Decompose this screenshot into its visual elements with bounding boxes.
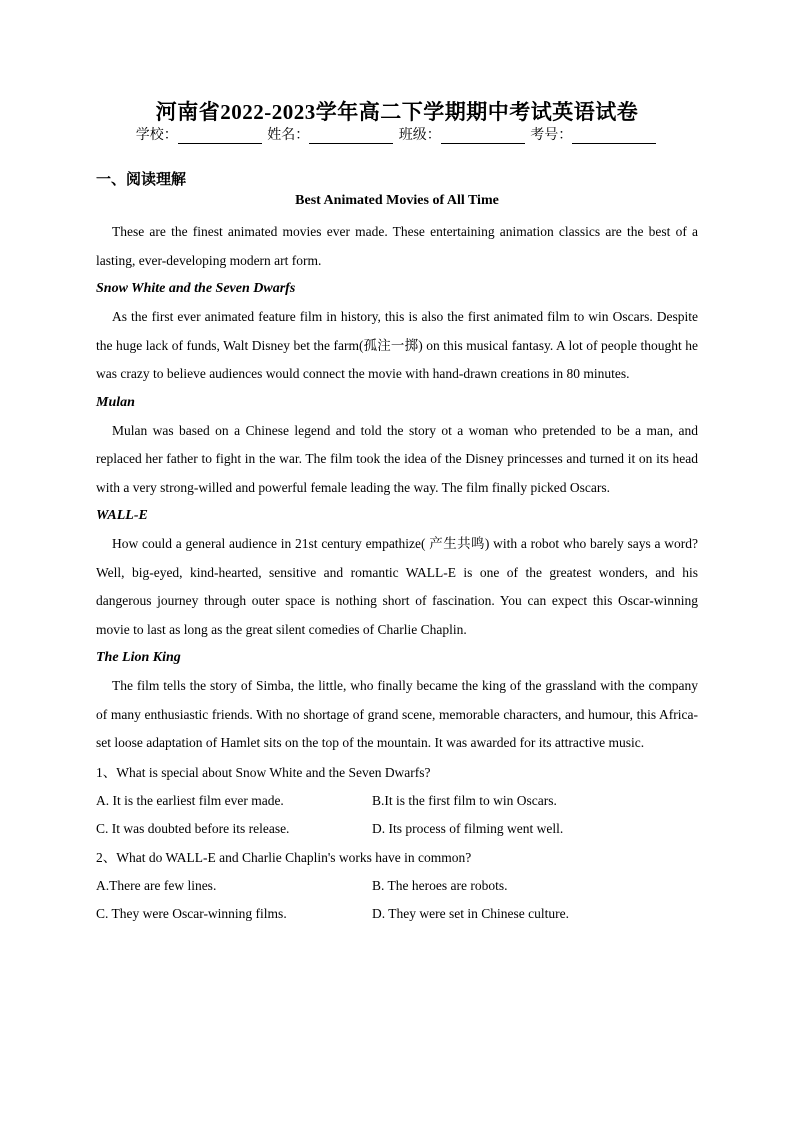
option-b[interactable]: B. The heroes are robots. — [372, 877, 508, 893]
movie-heading: WALL-E — [96, 508, 148, 523]
option-a[interactable]: A. It is the earliest film ever made. — [96, 792, 284, 808]
question-options-row — [96, 815, 698, 843]
question-stem: 1、What is special about Snow White and the Seven Dwarfs? — [96, 764, 431, 780]
school-blank[interactable] — [178, 129, 262, 144]
option-d[interactable]: D. Its process of filming went well. — [372, 820, 564, 836]
page-title: 河南省2022-2023学年高二下学期期中考试英语试卷 — [155, 100, 639, 124]
name-blank[interactable] — [309, 129, 393, 144]
passage-title: Best Animated Movies of All Time — [295, 193, 499, 208]
movie-heading: The Lion King — [96, 650, 181, 665]
movie-paragraph: Mulan was based on a Chinese legend and told the story ot a woman who pretended to be a man, and replaced her father to fight in the war. The film took the idea of the Disney princesses and turned it on its head with a very strong-willed and powerful female leading the way. The film finally picked Oscars. — [96, 422, 698, 495]
option-c[interactable]: C. It was doubted before its release. — [96, 820, 290, 836]
class-label: 班级： — [398, 128, 441, 143]
option-c[interactable]: C. They were Oscar-winning films. — [96, 905, 287, 921]
passage-intro: These are the finest animated movies ever made. These entertaining animation classics are the best of a lasting, ever-developing modern art form. — [96, 224, 698, 268]
question-options-row — [96, 900, 698, 928]
option-d[interactable]: D. They were set in Chinese culture. — [372, 905, 569, 921]
section-heading: 一、阅读理解 — [96, 172, 187, 188]
exam-number-blank[interactable] — [572, 129, 656, 144]
question-stem: 2、What do WALL-E and Charlie Chaplin's works have in common? — [96, 849, 472, 865]
movie-heading: Mulan — [96, 394, 135, 410]
school-label: 学校： — [135, 128, 178, 143]
reading-content — [96, 190, 698, 928]
class-blank[interactable] — [441, 129, 525, 144]
movie-heading: Snow White and the Seven Dwarfs — [96, 281, 296, 296]
name-label: 姓名： — [267, 128, 310, 143]
movie-paragraph: As the first ever animated feature film in history, this is also the first animated film to win Oscars. Despite the huge lack of funds, Walt Disney bet the farm(孤注一掷) on this musical fantasy. A lot of people thought he was crazy to believe audiences would connect the movie with hand-drawn creations in 80 minutes. — [96, 309, 698, 381]
question-options-row — [96, 787, 698, 815]
exam-number-label: 考号： — [530, 128, 573, 143]
movie-paragraph: The film tells the story of Simba, the little, who finally became the king of the grassland with the company of many enthusiastic friends. With no shortage of grand scene, memorable characters, and humour, this Africa-set loose adaptation of Hamlet sits on the top of the mountain. It was awarded for its attractive music. — [96, 678, 698, 750]
movie-paragraph: How could a general audience in 21st century empathize( 产生共鸣) with a robot who barely says a word? Well, big-eyed, kind-hearted, sensitive and romantic WALL-E is one of the greatest wonders, and his dangerous journey through outer space is nothing short of fascination. You can expect this Oscar-winning movie to last as long as the great silent comedies of Charlie Chaplin. — [96, 536, 698, 637]
option-a[interactable]: A.There are few lines. — [96, 877, 217, 893]
option-b[interactable]: B.It is the first film to win Oscars. — [372, 792, 557, 808]
student-info-line — [0, 124, 794, 144]
question-options-row — [96, 872, 698, 900]
